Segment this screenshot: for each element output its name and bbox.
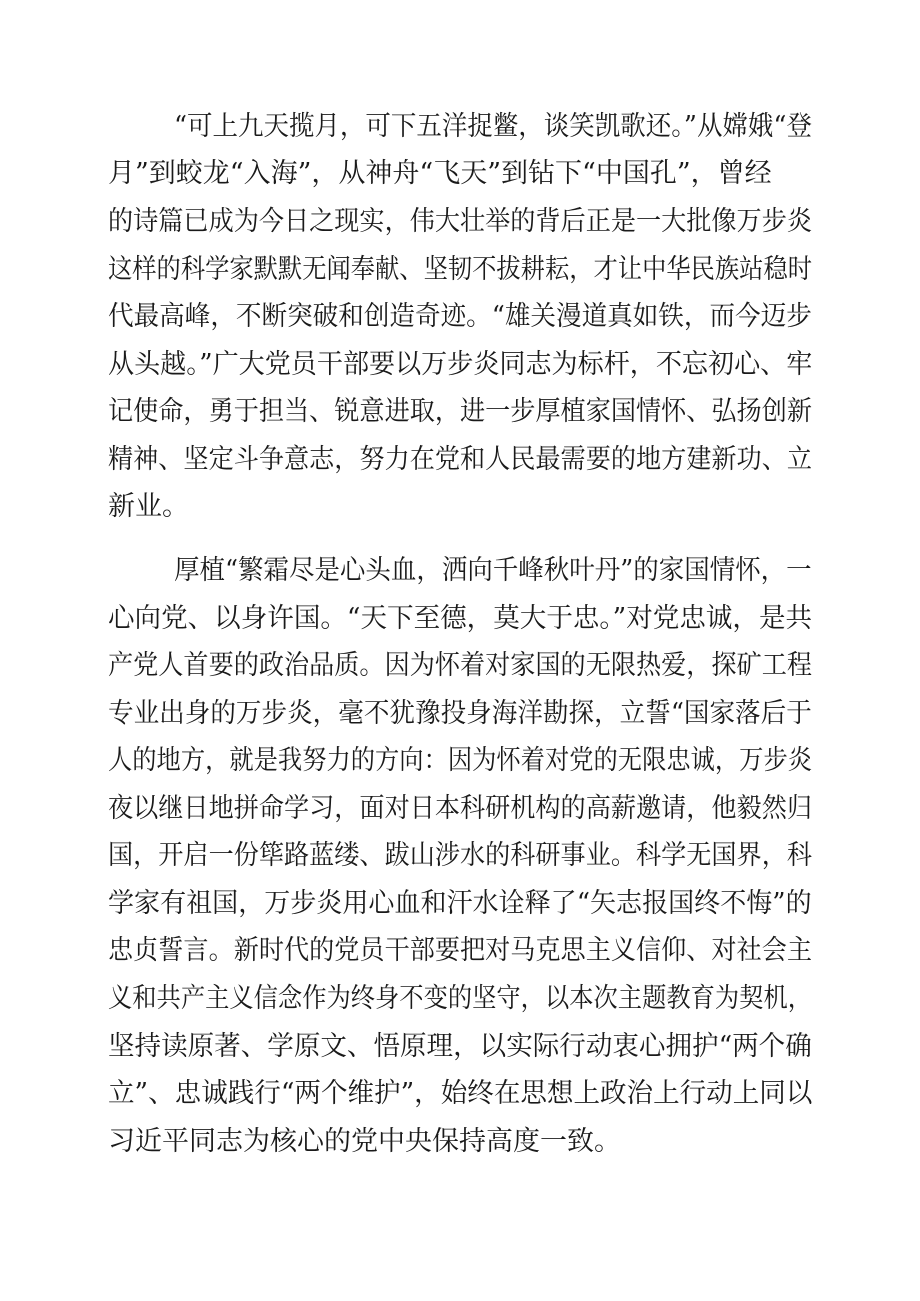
text-line: 代最高峰，不断突破和创造奇迹。“雄关漫道真如铁，而今迈步 xyxy=(108,301,812,332)
text-line: 忠贞誓言。新时代的党员干部要把对马克思主义信仰、对社会主 xyxy=(108,935,812,966)
text-line: 坚持读原著、学原文、悟原理，以实际行动衷心拥护“两个确 xyxy=(108,1031,812,1062)
text-line: “可上九天揽月，可下五洋捉鳖，谈笑凯歌还。”从嫦娥“登 xyxy=(174,111,812,142)
text-line: 国，开启一份筚路蓝缕、跋山涉水的科研事业。科学无国界，科 xyxy=(108,840,812,871)
text-line: 的诗篇已成为今日之现实，伟大壮举的背后正是一大批像万步炎 xyxy=(108,206,812,237)
text-line: 人的地方，就是我努力的方向：因为怀着对党的无限忠诚，万步炎 xyxy=(108,745,812,776)
text-line: 习近平同志为核心的党中央保持高度一致。 xyxy=(108,1126,621,1157)
text-line: 这样的科学家默默无闻奉献、坚韧不拔耕耘，才让中华民族站稳时 xyxy=(108,254,812,285)
text-line: 专业出身的万步炎，毫不犹豫投身海洋勘探，立誓“国家落后于 xyxy=(108,698,812,729)
text-line: 立”、忠诚践行“两个维护”，始终在思想上政治上行动上同以 xyxy=(108,1078,813,1109)
text-line: 心向党、以身许国。“天下至德，莫大于忠。”对党忠诚，是共 xyxy=(108,603,813,634)
text-line: 从头越。”广大党员干部要以万步炎同志为标杆，不忘初心、牢 xyxy=(108,349,813,380)
text-line: 月”到蛟龙“入海”，从神舟“飞天”到钻下“中国孔”，曾经 xyxy=(108,158,772,189)
text-line: 义和共产主义信念作为终身不变的坚守，以本次主题教育为契机， xyxy=(108,983,812,1014)
text-line: 产党人首要的政治品质。因为怀着对家国的无限热爱，探矿工程 xyxy=(108,650,812,681)
text-line: 夜以继日地拼命学习，面对日本科研机构的高薪邀请，他毅然归 xyxy=(108,793,812,824)
text-line: 厚植“繁霜尽是心头血，洒向千峰秋叶丹”的家国情怀，一 xyxy=(174,555,812,586)
text-line: 记使命，勇于担当、锐意进取，进一步厚植家国情怀、弘扬创新 xyxy=(108,396,812,427)
text-line: 精神、坚定斗争意志，努力在党和人民最需要的地方建新功、立 xyxy=(108,444,812,475)
text-line: 新业。 xyxy=(108,491,189,522)
text-line: 学家有祖国，万步炎用心血和汗水诠释了“矢志报国终不悔”的 xyxy=(108,888,812,919)
